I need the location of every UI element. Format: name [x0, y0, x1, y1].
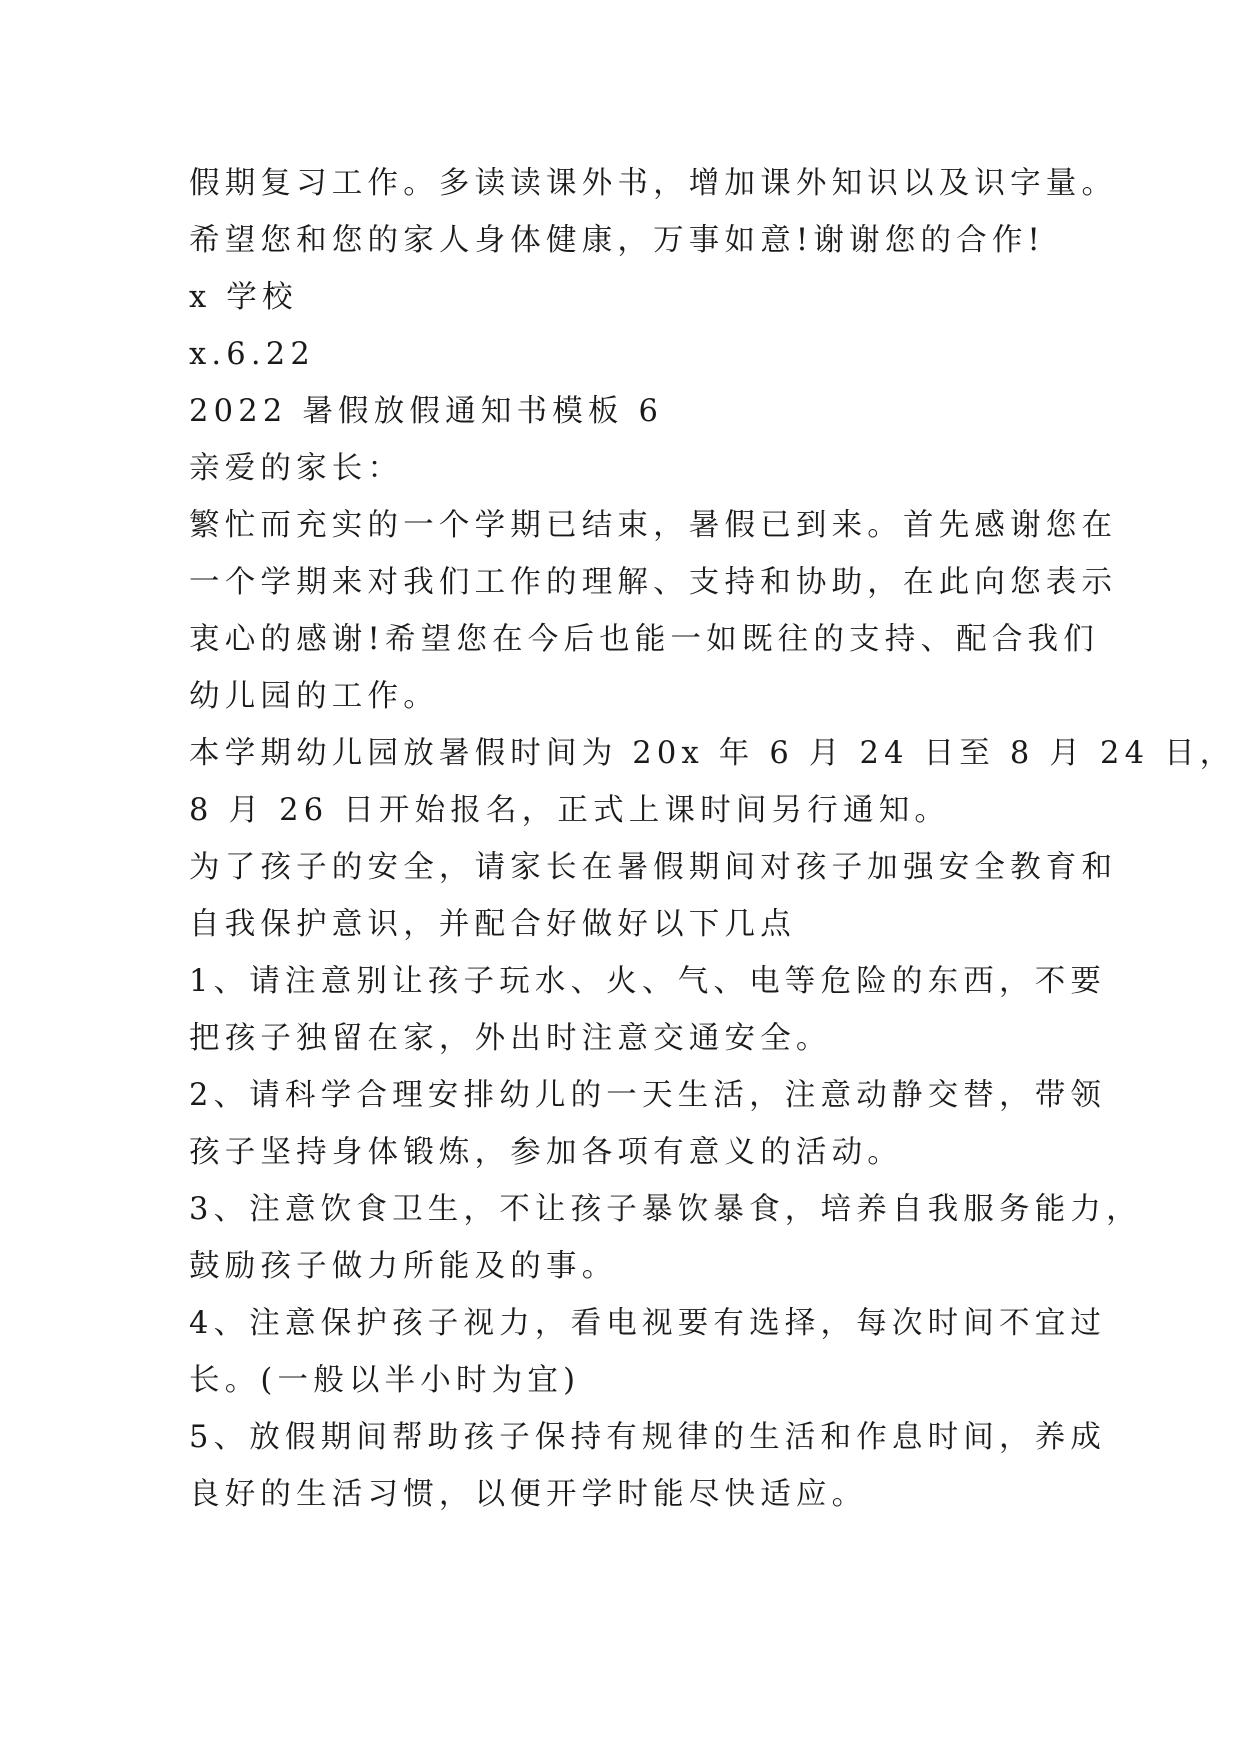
text-line: 繁忙而充实的一个学期已结束，暑假已到来。首先感谢您在: [189, 508, 1118, 543]
text-line: 长。(一般以半小时为宜): [189, 1363, 581, 1398]
text-line: 鼓励孩子做力所能及的事。: [189, 1249, 618, 1284]
text-line: 一个学期来对我们工作的理解、支持和协助，在此向您表示: [189, 565, 1118, 600]
text-line: 幼儿园的工作。: [189, 679, 439, 714]
section-title: 2022 暑假放假通知书模板 6: [189, 394, 664, 429]
list-item-2: 2、请科学合理安排幼儿的一天生活，注意动静交替，带领: [189, 1078, 1107, 1113]
text-line: 希望您和您的家人身体健康，万事如意!谢谢您的合作!: [189, 223, 1046, 258]
text-line: 本学期幼儿园放暑假时间为 20x 年 6 月 24 日至 8 月 24 日，: [189, 736, 1236, 771]
text-line: 为了孩子的安全，请家长在暑假期间对孩子加强安全教育和: [189, 850, 1118, 885]
list-item-1: 1、请注意别让孩子玩水、火、气、电等危险的东西，不要: [189, 964, 1107, 999]
text-line: 良好的生活习惯，以便开学时能尽快适应。: [189, 1477, 868, 1512]
salutation: 亲爱的家长：: [189, 451, 404, 486]
text-line: 孩子坚持身体锻炼，参加各项有意义的活动。: [189, 1135, 903, 1170]
text-line: 衷心的感谢!希望您在今后也能一如既往的支持、配合我们: [189, 622, 1099, 657]
signature-date: x.6.22: [189, 337, 316, 372]
text-line: 假期复习工作。多读读课外书，增加课外知识以及识字量。: [189, 166, 1118, 201]
list-item-3: 3、注意饮食卫生，不让孩子暴饮暴食，培养自我服务能力，: [189, 1192, 1142, 1227]
text-line: 把孩子独留在家，外出时注意交通安全。: [189, 1021, 832, 1056]
list-item-4: 4、注意保护孩子视力，看电视要有选择，每次时间不宜过: [189, 1306, 1107, 1341]
list-item-5: 5、放假期间帮助孩子保持有规律的生活和作息时间，养成: [189, 1420, 1107, 1455]
signature-school: x 学校: [189, 280, 298, 315]
text-line: 自我保护意识，并配合好做好以下几点: [189, 907, 796, 942]
text-line: 8 月 26 日开始报名，正式上课时间另行通知。: [189, 793, 951, 828]
